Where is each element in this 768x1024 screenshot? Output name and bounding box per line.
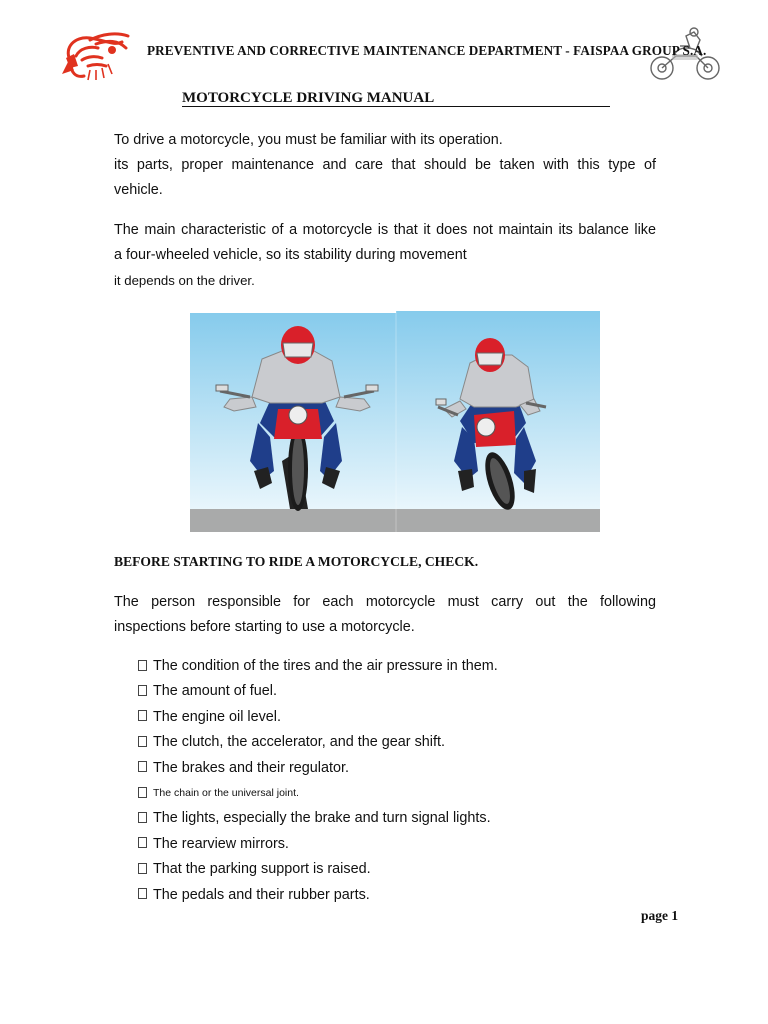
list-item-text: That the parking support is raised. [153,861,371,878]
header-department-text: PREVENTIVE AND CORRECTIVE MAINTENANCE DEPARTMENT - FAISPAA GROUP S.A. [147,43,707,58]
list-item-text: The rearview mirrors. [153,835,289,852]
checkbox-icon [138,761,147,772]
checkbox-icon [138,837,147,848]
section-heading: BEFORE STARTING TO RIDE A MOTORCYCLE, CHECK. [114,554,479,569]
motorcycle-riders-illustration [190,311,600,532]
checkbox-icon [138,736,147,747]
text-line: a four-wheeled vehicle, so its stability during movement [114,247,467,263]
list-item [138,705,678,730]
page-title: MOTORCYCLE DRIVING MANUAL [182,90,610,107]
checkbox-icon [138,888,147,899]
list-item-text: The clutch, the accelerator, and the gear shift. [153,734,445,751]
list-item-text: The chain or the universal joint. [153,786,299,799]
text-line: To drive a motorcycle, you must be familiar with its operation. [114,132,503,148]
list-item-text: The lights, especially the brake and turn signal lights. [153,810,491,827]
list-item [138,806,678,831]
inspection-paragraph [114,590,656,640]
shrimp-logo-icon [60,30,132,82]
balance-paragraph [114,218,656,293]
list-item [138,679,678,704]
checkbox-icon [138,660,147,671]
checkbox-icon [138,787,147,798]
text-line: The main characteristic of a motorcycle is that it does not maintain its balance like [114,222,656,238]
list-item-text: The brakes and their regulator. [153,759,349,776]
text-line: inspections before starting to use a motorcycle. [114,619,415,635]
text-line: its parts, proper maintenance and care that should be taken with this type of [114,157,656,173]
checkbox-icon [138,685,147,696]
list-item [138,781,678,806]
list-item [138,654,678,679]
list-item-text: The engine oil level. [153,708,281,725]
page-number: page 1 [641,908,679,923]
list-item-text: The pedals and their rubber parts. [153,886,370,903]
text-line: The person responsible for each motorcycle must carry out the following [114,594,656,610]
intro-paragraph [114,128,656,203]
list-item-text: The amount of fuel. [153,683,277,700]
checklist [138,654,678,908]
list-item [138,883,678,908]
text-line: vehicle. [114,182,163,198]
list-item-text: The condition of the tires and the air pressure in them. [153,658,498,674]
checkbox-icon [138,710,147,721]
list-item [138,857,678,882]
list-item [138,756,678,781]
checkbox-icon [138,863,147,874]
text-line: it depends on the driver. [114,273,255,288]
list-item [138,730,678,755]
list-item [138,832,678,857]
checkbox-icon [138,812,147,823]
